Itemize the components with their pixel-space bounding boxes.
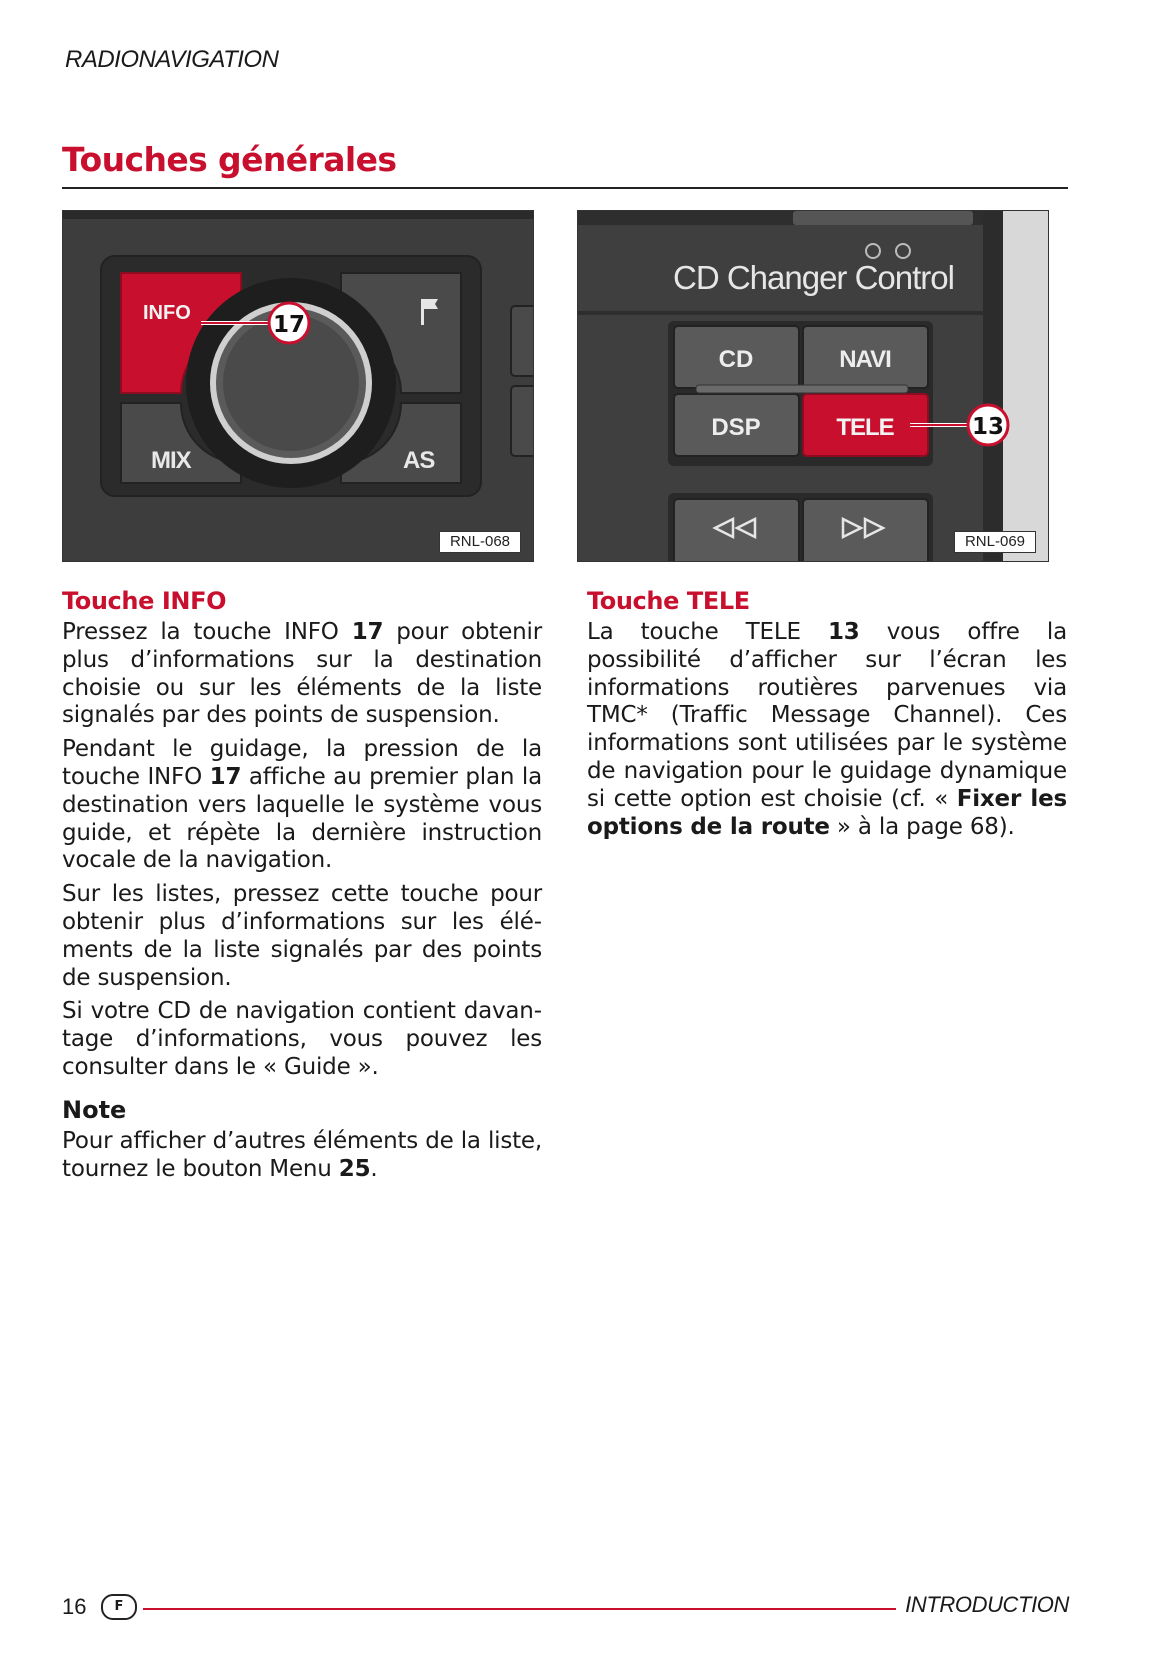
cd-changer-title: CD Changer Control xyxy=(673,259,954,296)
note-heading: Note xyxy=(62,1095,127,1124)
right-column xyxy=(587,587,1067,847)
seek-back-button[interactable] xyxy=(674,499,799,561)
figure-label-left: RNL-068 xyxy=(439,531,521,553)
mix-button-label: MIX xyxy=(151,447,191,474)
note-paragraph: Pour afficher d’autres éléments de la liste, tournez le bouton Menu 25. xyxy=(62,1127,542,1182)
radio-panel-illustration xyxy=(63,211,533,561)
figure-info-button xyxy=(62,210,534,562)
footer-section-title: INTRODUCTION xyxy=(905,1592,1069,1617)
heading-touche-info: Touche INFO xyxy=(62,587,227,615)
cd-changer-panel-illustration xyxy=(578,211,1048,561)
language-badge: F xyxy=(101,1594,137,1620)
info-paragraph-2: Pendant le guidage, la pression de la touche INFO 17 affiche au premier plan la destination vers laquelle le système vous guide, et répète la dernière instruction vocale de la navigation. xyxy=(62,736,542,874)
running-header: RADIONAVIGATION xyxy=(65,46,279,73)
info-paragraph-3: Sur les listes, pressez cette touche pour obtenir plus d’informations sur les éléments de la liste signalés par des points de suspension. xyxy=(62,881,542,991)
info-paragraph-1: Pressez la touche INFO 17 pour obtenir plus d’informations sur la destination choisie ou sur les éléments de la liste signalés par des points de suspension. xyxy=(62,619,543,729)
dsp-button-label: DSP xyxy=(711,414,761,441)
cd-button-label: CD xyxy=(718,346,754,373)
page-number: 16 xyxy=(62,1594,87,1619)
figure-label-right: RNL-069 xyxy=(954,531,1036,553)
cross-reference-link: Fixer les options de la route xyxy=(587,785,1067,840)
page-title: Touches générales xyxy=(62,140,397,179)
tele-button-label: TELE xyxy=(836,414,894,441)
heading-touche-tele: Touche TELE xyxy=(587,587,750,615)
callout-13-number: 13 xyxy=(971,414,1005,440)
tele-paragraph-1: La touche TELE 13 vous offre la possibilité d’afficher sur l’écran les informations routières parvenues via TMC* (Traffic Message Channel). Ces informations sont utilisées par le système de navigation pour le guidage dynamique si cette option est choisie (cf. « Fixer les options de la route » à la page 68). xyxy=(587,619,1067,840)
info-paragraph-4: Si votre CD de navigation contient davantage d’informations, vous pouvez les consulter dans le « Guide ». xyxy=(62,998,542,1080)
figure-tele-button xyxy=(577,210,1049,562)
as-button-label: AS xyxy=(403,447,435,474)
navi-button-label: NAVI xyxy=(839,346,891,373)
info-button-label: INFO xyxy=(143,302,191,324)
footer-divider xyxy=(143,1608,896,1610)
left-column xyxy=(62,587,542,1189)
callout-17-number: 17 xyxy=(272,312,306,338)
title-divider xyxy=(62,187,1068,189)
